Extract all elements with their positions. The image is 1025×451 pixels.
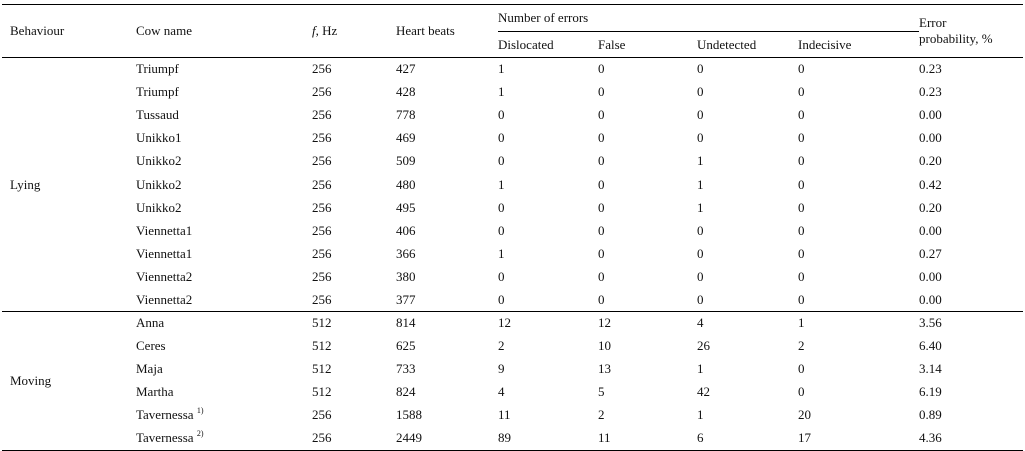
cow-name: Triumpf <box>136 84 179 100</box>
heart-beats-cell: 824 <box>396 384 416 400</box>
dislocated-cell: 1 <box>498 84 505 100</box>
footnote-marker: 1) <box>196 406 204 416</box>
error-probability-cell: 4.36 <box>919 430 942 446</box>
undetected-cell: 0 <box>697 268 704 284</box>
error-probability-cell: 6.19 <box>919 384 942 400</box>
frequency-cell: 256 <box>312 153 332 169</box>
cow-name-cell <box>132 173 312 196</box>
dislocated-cell: 4 <box>498 384 505 400</box>
cow-name: Tussaud <box>136 107 179 123</box>
table-row <box>2 219 1023 242</box>
undetected-cell: 4 <box>697 315 704 331</box>
undetected-cell: 0 <box>697 84 704 100</box>
error-probability-cell: 0.23 <box>919 61 942 77</box>
indecisive-cell: 20 <box>798 407 811 423</box>
false-cell: 10 <box>598 338 611 354</box>
heart-beats-cell: 509 <box>396 153 416 169</box>
cow-name: Unikko2 <box>136 176 182 192</box>
cow-name-cell <box>132 196 312 219</box>
table-row <box>2 381 1023 404</box>
error-probability-cell: 0.89 <box>919 407 942 423</box>
error-probability-cell: 0.00 <box>919 130 942 146</box>
dislocated-cell: 0 <box>498 130 505 146</box>
dislocated-cell: 1 <box>498 176 505 192</box>
heart-beats-cell: 380 <box>396 268 416 284</box>
undetected-cell: 0 <box>697 222 704 238</box>
error-probability-cell: 3.56 <box>919 315 942 331</box>
header-number-of-errors: Number of errors <box>498 5 919 32</box>
header-frequency-symbol: f <box>312 23 316 38</box>
dislocated-cell: 0 <box>498 199 505 215</box>
undetected-cell: 0 <box>697 245 704 261</box>
error-probability-cell: 0.27 <box>919 245 942 261</box>
dislocated-cell: 0 <box>498 268 505 284</box>
cow-name: Tavernessa <box>136 430 194 446</box>
false-cell: 0 <box>598 153 605 169</box>
error-probability-cell: 3.14 <box>919 361 942 377</box>
table-row <box>2 335 1023 358</box>
undetected-cell: 0 <box>697 130 704 146</box>
heart-beats-cell: 377 <box>396 291 416 307</box>
false-cell: 11 <box>598 430 611 446</box>
cow-name: Maja <box>136 361 163 377</box>
false-cell: 5 <box>598 384 605 400</box>
error-probability-cell: 0.20 <box>919 153 942 169</box>
undetected-cell: 1 <box>697 361 704 377</box>
frequency-cell: 256 <box>312 291 332 307</box>
indecisive-cell: 0 <box>798 153 805 169</box>
undetected-cell: 26 <box>697 338 710 354</box>
heart-beats-cell: 427 <box>396 61 416 77</box>
header-frequency <box>312 5 396 58</box>
header-frequency-unit: , Hz <box>315 23 338 38</box>
undetected-cell: 0 <box>697 107 704 123</box>
indecisive-cell: 0 <box>798 291 805 307</box>
false-cell: 0 <box>598 107 605 123</box>
cow-name-cell <box>132 381 312 404</box>
undetected-cell: 0 <box>697 61 704 77</box>
cow-name-cell <box>132 404 312 427</box>
dislocated-cell: 2 <box>498 338 505 354</box>
table-row <box>2 150 1023 173</box>
dislocated-cell: 9 <box>498 361 505 377</box>
heart-beats-cell: 1588 <box>396 407 422 423</box>
false-cell: 0 <box>598 84 605 100</box>
table-body <box>2 58 1023 451</box>
indecisive-cell: 0 <box>798 107 805 123</box>
false-cell: 2 <box>598 407 605 423</box>
table-row <box>2 427 1023 450</box>
heart-beats-cell: 814 <box>396 315 416 331</box>
table-row <box>2 265 1023 288</box>
cow-name: Anna <box>136 315 165 331</box>
indecisive-cell: 0 <box>798 222 805 238</box>
header-false: False <box>598 32 697 58</box>
frequency-cell: 256 <box>312 407 332 423</box>
cow-name-cell <box>132 312 312 335</box>
heart-beats-cell: 495 <box>396 199 416 215</box>
table-row <box>2 58 1023 81</box>
false-cell: 0 <box>598 222 605 238</box>
indecisive-cell: 0 <box>798 245 805 261</box>
false-cell: 0 <box>598 291 605 307</box>
indecisive-cell: 1 <box>798 315 805 331</box>
header-error-probability <box>919 5 1023 58</box>
cow-name-cell <box>132 219 312 242</box>
cow-name: Unikko2 <box>136 153 182 169</box>
false-cell: 0 <box>598 199 605 215</box>
false-cell: 0 <box>598 130 605 146</box>
false-cell: 0 <box>598 61 605 77</box>
header-cow-name: Cow name <box>132 5 312 58</box>
heart-beats-cell: 480 <box>396 176 416 192</box>
undetected-cell: 1 <box>697 176 704 192</box>
table-row <box>2 173 1023 196</box>
false-cell: 0 <box>598 176 605 192</box>
dislocated-cell: 12 <box>498 315 511 331</box>
footnote-marker: 2) <box>196 429 204 439</box>
heart-beats-cell: 625 <box>396 338 416 354</box>
dislocated-cell: 0 <box>498 153 505 169</box>
undetected-cell: 0 <box>697 291 704 307</box>
cow-name: Martha <box>136 384 174 400</box>
table-row <box>2 358 1023 381</box>
frequency-cell: 256 <box>312 222 332 238</box>
frequency-cell: 256 <box>312 268 332 284</box>
frequency-cell: 256 <box>312 84 332 100</box>
false-cell: 0 <box>598 268 605 284</box>
frequency-cell: 512 <box>312 361 332 377</box>
indecisive-cell: 0 <box>798 361 805 377</box>
table-row <box>2 242 1023 265</box>
cow-name: Viennetta2 <box>136 268 193 284</box>
error-probability-cell: 0.00 <box>919 107 942 123</box>
cow-name-cell <box>132 242 312 265</box>
cow-name: Viennetta1 <box>136 222 193 238</box>
indecisive-cell: 0 <box>798 84 805 100</box>
frequency-cell: 256 <box>312 430 332 446</box>
cow-name-cell <box>132 335 312 358</box>
error-probability-cell: 6.40 <box>919 338 942 354</box>
cow-name: Tavernessa <box>136 407 194 423</box>
undetected-cell: 42 <box>697 384 710 400</box>
heart-beats-cell: 366 <box>396 245 416 261</box>
table-row <box>2 81 1023 104</box>
table-row <box>2 312 1023 335</box>
indecisive-cell: 0 <box>798 268 805 284</box>
frequency-cell: 256 <box>312 130 332 146</box>
header-heart-beats: Heart beats <box>396 5 498 58</box>
heartbeat-error-table <box>2 4 1023 451</box>
header-indecisive: Indecisive <box>798 32 919 58</box>
undetected-cell: 1 <box>697 407 704 423</box>
cow-name: Unikko2 <box>136 199 182 215</box>
indecisive-cell: 17 <box>798 430 811 446</box>
error-probability-cell: 0.20 <box>919 199 942 215</box>
indecisive-cell: 0 <box>798 176 805 192</box>
dislocated-cell: 89 <box>498 430 511 446</box>
header-dislocated: Dislocated <box>498 32 598 58</box>
cow-name-cell <box>132 288 312 311</box>
heart-beats-cell: 469 <box>396 130 416 146</box>
table-row <box>2 104 1023 127</box>
table-row <box>2 288 1023 311</box>
header-behaviour: Behaviour <box>2 5 132 58</box>
error-probability-cell: 0.00 <box>919 222 942 238</box>
false-cell: 0 <box>598 245 605 261</box>
frequency-cell: 256 <box>312 199 332 215</box>
dislocated-cell: 0 <box>498 107 505 123</box>
false-cell: 13 <box>598 361 611 377</box>
undetected-cell: 1 <box>697 153 704 169</box>
cow-name-cell <box>132 150 312 173</box>
cow-name-cell <box>132 81 312 104</box>
dislocated-cell: 1 <box>498 61 505 77</box>
table-row <box>2 196 1023 219</box>
header-error-line2: probability, % <box>919 31 993 46</box>
cow-name: Viennetta2 <box>136 291 193 307</box>
indecisive-cell: 0 <box>798 384 805 400</box>
cow-name-cell <box>132 58 312 81</box>
heart-beats-cell: 406 <box>396 222 416 238</box>
cow-name-cell <box>132 265 312 288</box>
heart-beats-cell: 428 <box>396 84 416 100</box>
header-error-line1: Error <box>919 15 947 30</box>
frequency-cell: 256 <box>312 176 332 192</box>
frequency-cell: 256 <box>312 61 332 77</box>
cow-name: Unikko1 <box>136 130 182 146</box>
frequency-cell: 512 <box>312 384 332 400</box>
cow-name: Ceres <box>136 338 166 354</box>
cow-name-cell <box>132 127 312 150</box>
heart-beats-cell: 733 <box>396 361 416 377</box>
table-header <box>2 5 1023 58</box>
header-undetected: Undetected <box>697 32 798 58</box>
frequency-cell: 512 <box>312 338 332 354</box>
dislocated-cell: 0 <box>498 222 505 238</box>
behaviour-cell: Moving <box>2 312 132 451</box>
behaviour-cell: Lying <box>10 176 41 192</box>
indecisive-cell: 0 <box>798 199 805 215</box>
indecisive-cell: 0 <box>798 61 805 77</box>
dislocated-cell: 0 <box>498 291 505 307</box>
error-probability-cell: 0.23 <box>919 84 942 100</box>
frequency-cell: 256 <box>312 107 332 123</box>
error-probability-cell: 0.00 <box>919 291 942 307</box>
error-probability-cell: 0.42 <box>919 176 942 192</box>
cow-name-cell <box>132 358 312 381</box>
dislocated-cell: 1 <box>498 245 505 261</box>
cow-name-cell <box>132 104 312 127</box>
error-probability-cell: 0.00 <box>919 268 942 284</box>
undetected-cell: 6 <box>697 430 704 446</box>
undetected-cell: 1 <box>697 199 704 215</box>
frequency-cell: 256 <box>312 245 332 261</box>
cow-name-cell <box>132 427 312 450</box>
cow-name: Viennetta1 <box>136 245 193 261</box>
indecisive-cell: 0 <box>798 130 805 146</box>
dislocated-cell: 11 <box>498 407 511 423</box>
heart-beats-cell: 2449 <box>396 430 422 446</box>
cow-name: Triumpf <box>136 61 179 77</box>
frequency-cell: 512 <box>312 315 332 331</box>
heart-beats-cell: 778 <box>396 107 416 123</box>
table-row <box>2 127 1023 150</box>
table-row <box>2 404 1023 427</box>
false-cell: 12 <box>598 315 611 331</box>
indecisive-cell: 2 <box>798 338 805 354</box>
